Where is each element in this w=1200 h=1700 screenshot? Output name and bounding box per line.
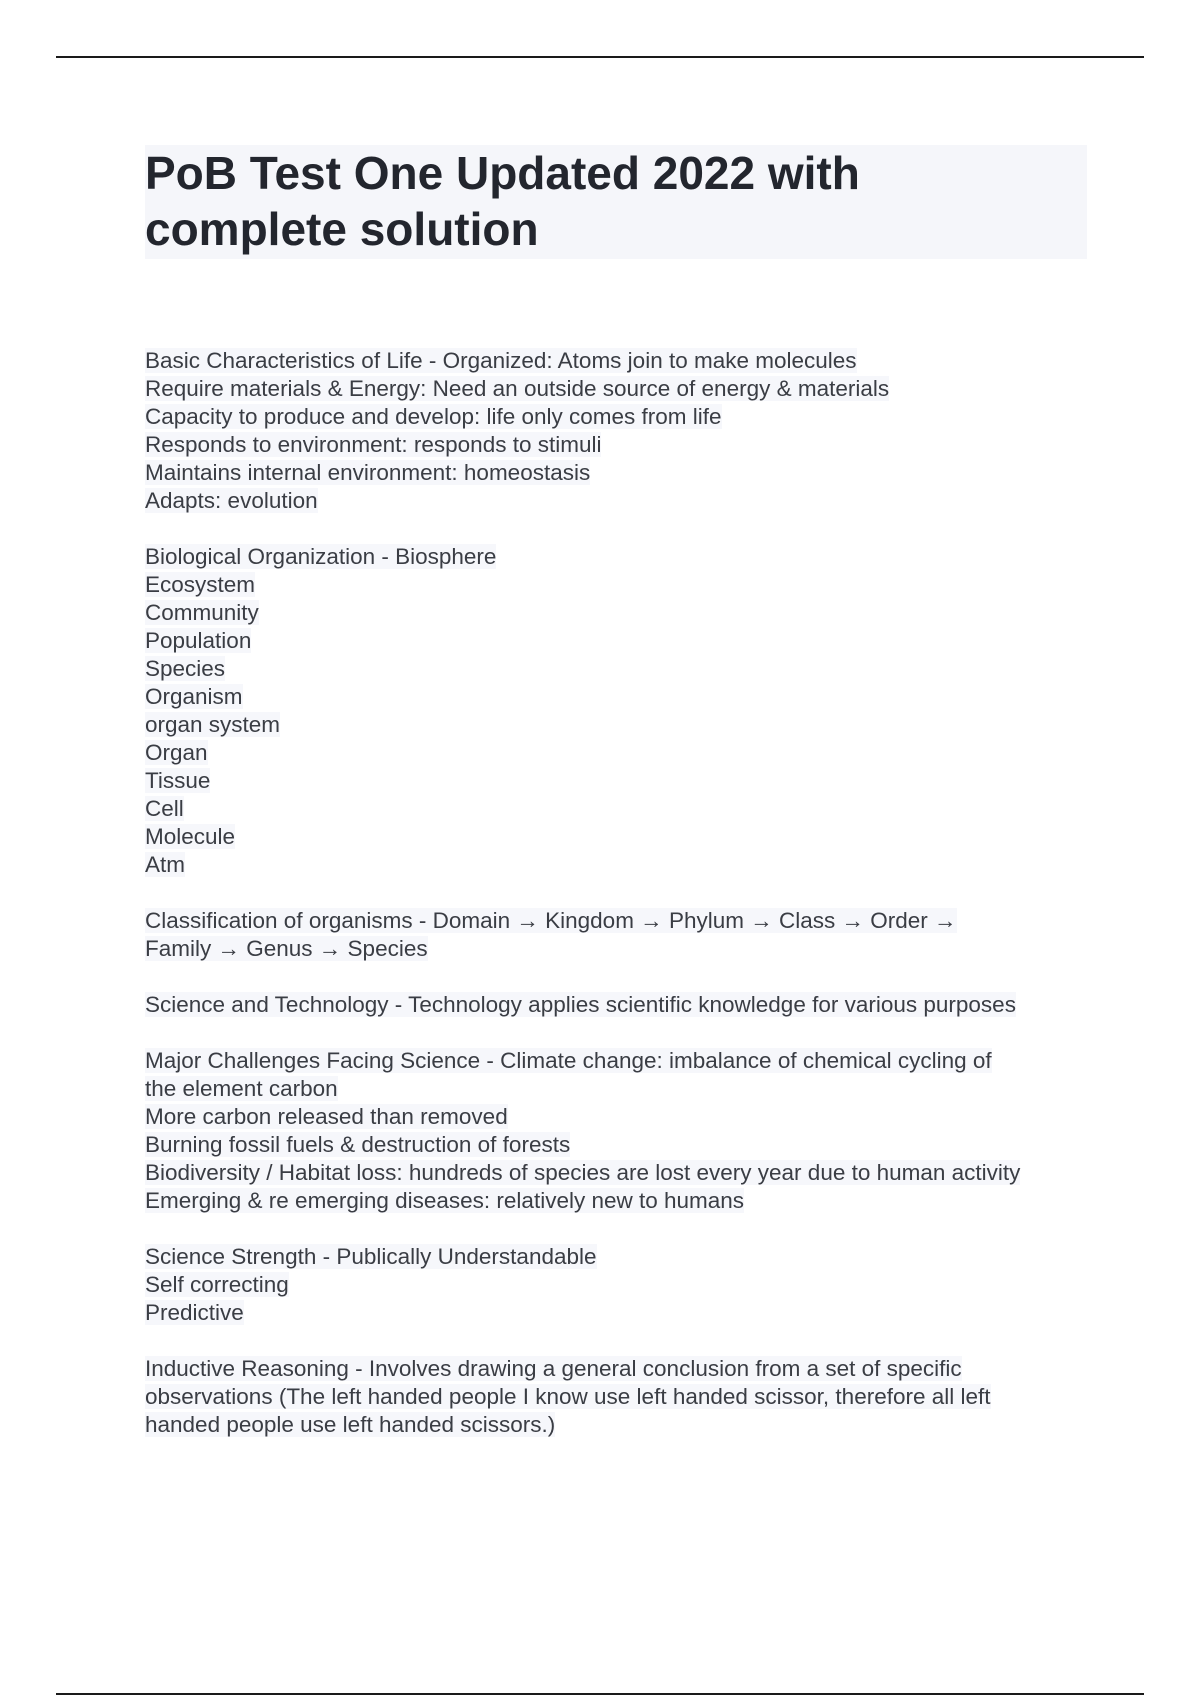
entry-line: More carbon released than removed: [145, 1104, 508, 1129]
document-title: [145, 145, 1087, 259]
entry-line: Molecule: [145, 824, 236, 849]
entry-line: Cell: [145, 796, 184, 821]
entry-line: Biodiversity / Habitat loss: hundreds of species are lost every year due to human activity: [145, 1160, 1021, 1185]
entry-line: Community: [145, 600, 259, 625]
entry-line: Population: [145, 628, 252, 653]
entry-line: Atm: [145, 852, 186, 877]
entry-line: Biological Organization - Biosphere: [145, 544, 497, 569]
entry-line: Family → Genus → Species: [145, 936, 428, 961]
entry-line: Basic Characteristics of Life - Organized: Atoms join to make molecules: [145, 348, 857, 373]
entry-line: Ecosystem: [145, 572, 256, 597]
entry-line: Adapts: evolution: [145, 488, 318, 513]
entry-line: Capacity to produce and develop: life only comes from life: [145, 404, 722, 429]
top-rule: [56, 56, 1144, 58]
entry-line: observations (The left handed people I know use left handed scissor, therefore all left: [145, 1384, 991, 1409]
qa-list: [145, 347, 1087, 1439]
qa-entry-life-characteristics: [145, 347, 1087, 515]
entry-line: Require materials & Energy: Need an outside source of energy & materials: [145, 376, 890, 401]
qa-entry-science-strength: [145, 1243, 1087, 1327]
entry-line: Maintains internal environment: homeostasis: [145, 460, 591, 485]
entry-line: Emerging & re emerging diseases: relatively new to humans: [145, 1188, 745, 1213]
entry-line: Burning fossil fuels & destruction of forests: [145, 1132, 571, 1157]
document-body: [145, 145, 1087, 1467]
entry-line: Organism: [145, 684, 243, 709]
qa-entry-major-challenges: [145, 1047, 1087, 1215]
entry-line: Science Strength - Publically Understandable: [145, 1244, 597, 1269]
qa-entry-inductive-reasoning: [145, 1355, 1087, 1439]
entry-line: Science and Technology - Technology applies scientific knowledge for various purposes: [145, 992, 1016, 1017]
entry-line: Major Challenges Facing Science - Climate change: imbalance of chemical cycling of: [145, 1048, 992, 1073]
entry-line: Inductive Reasoning - Involves drawing a general conclusion from a set of specific: [145, 1356, 962, 1381]
qa-entry-classification: [145, 907, 1087, 963]
entry-line: Classification of organisms - Domain → Kingdom → Phylum → Class → Order →: [145, 908, 957, 933]
qa-entry-science-technology: [145, 991, 1087, 1019]
entry-line: Species: [145, 656, 226, 681]
qa-entry-biological-organization: [145, 543, 1087, 879]
entry-line: Responds to environment: responds to stimuli: [145, 432, 602, 457]
title-line-2: complete solution: [145, 203, 539, 255]
entry-line: Tissue: [145, 768, 211, 793]
entry-line: handed people use left handed scissors.): [145, 1412, 556, 1437]
entry-line: Predictive: [145, 1300, 244, 1325]
entry-line: organ system: [145, 712, 281, 737]
entry-line: Self correcting: [145, 1272, 289, 1297]
bottom-rule: [56, 1693, 1144, 1695]
entry-line: Organ: [145, 740, 208, 765]
entry-line: the element carbon: [145, 1076, 338, 1101]
title-line-1: PoB Test One Updated 2022 with: [145, 147, 860, 199]
